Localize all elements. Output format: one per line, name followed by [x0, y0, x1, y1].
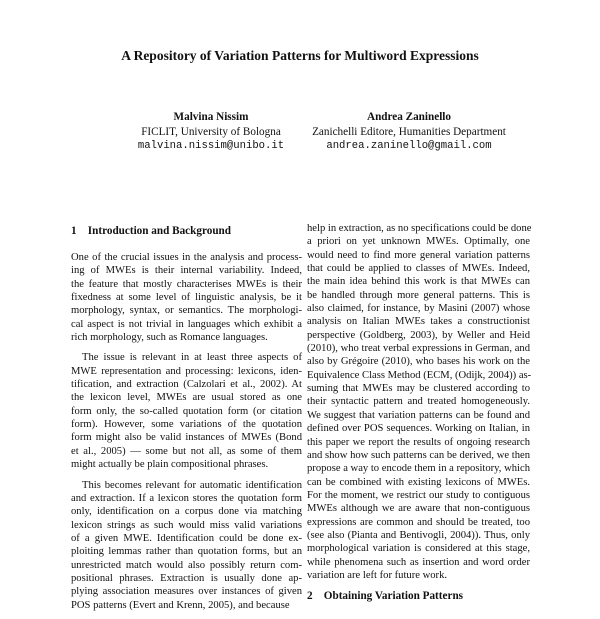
section-title: Obtaining Variation Patterns: [323, 590, 464, 602]
text-line: only, identification on a corpus done via matching: [71, 506, 302, 518]
text-line: propose a way to encode them in a repository, which: [307, 463, 530, 475]
text-line: et al., 2005) — some but not all, as some of them: [71, 445, 302, 457]
text-line: suming that MWEs may be clustered according to: [307, 383, 530, 395]
text-line: analysis on Italian MWEs takes a constructionist: [307, 316, 530, 328]
text-line: and show how such patterns can be derived, we then: [307, 449, 530, 461]
right-text-column: [307, 222, 530, 589]
author-block: [102, 110, 320, 154]
text-line: help in extraction, as no specifications could be done: [307, 223, 532, 234]
text-line: while phenomena such as insertion and word order: [307, 556, 530, 568]
text-line: form). However, some variations of the quotation: [71, 419, 302, 431]
text-line: lexicon strings as such would miss valid variations: [71, 519, 302, 531]
text-line: the lexicon level, MWEs are usual stored as one: [71, 392, 302, 404]
text-line: be handled through more general patterns. This is: [307, 289, 530, 301]
text-line: variation are left for future work.: [307, 569, 448, 581]
text-line: also claimed, for instance, by Masini (2007) whose: [307, 303, 530, 315]
text-line: might actually be plain compositional phrases.: [71, 459, 269, 471]
text-line: also by Grégoire (2010), who bases his work on the: [307, 356, 530, 368]
text-line: Equivalence Class Method (ECM, (Odijk, 2004)) as-: [307, 369, 532, 381]
text-line: expressions are common and should be treated, too: [307, 516, 530, 528]
text-line: and extraction. If a lexicon stores the quotation form: [71, 492, 302, 504]
text-line: MWEs although we are aware that non-contiguous: [307, 503, 530, 515]
paragraph: [71, 251, 302, 344]
author-affiliation: FICLIT, University of Bologna: [141, 125, 281, 138]
text-line: One of the crucial issues in the analysis and process-: [71, 252, 302, 263]
text-line: can be combined with existing lexicons of MWEs.: [307, 476, 530, 488]
text-line: tification, and extraction (Calzolari et al., 2002). At: [71, 379, 302, 391]
author-email[interactable]: malvina.nissim@unibo.it: [137, 140, 285, 152]
text-line: rich morphology, such as Romance languages.: [71, 332, 268, 344]
text-line: the feature that mostly characterises MWEs is their: [71, 278, 302, 290]
paper-title: A Repository of Variation Patterns for Multiword Expressions: [121, 48, 479, 63]
text-line: a priori on yet unknown MWEs. Optimally, one: [307, 236, 530, 248]
text-line: defined over POS sequences. Working on Italian, in: [307, 423, 530, 435]
section-heading: [307, 590, 463, 602]
text-line: morphological variation is considered at this stage,: [307, 543, 530, 555]
text-line: plying association measures over instances of given: [71, 586, 302, 598]
text-line: The issue is relevant in at least three aspects of: [82, 352, 302, 364]
section-number: 1: [71, 225, 77, 237]
text-line: morphology, syntax, or semantics. The morphologi-: [71, 305, 302, 317]
text-line: ploiting lemmas rather than quotation forms, but an: [71, 546, 302, 558]
text-line: ing of MWEs is their internal variability. Indeed,: [71, 265, 302, 277]
text-line: fixedness at some level of linguistic analysis, be it: [71, 292, 302, 304]
author-email[interactable]: andrea.zaninello@gmail.com: [326, 140, 492, 152]
text-line: of a given MWE. Identification could be done ex-: [71, 532, 302, 544]
text-line: would need to find more general variation patterns: [307, 249, 530, 261]
text-line: perspective (Goldberg, 2003), by Weller and Heid: [307, 329, 530, 341]
section-number: 2: [307, 590, 313, 602]
text-line: positional phrases. Extraction is usually done ap-: [71, 572, 302, 584]
text-line: MWE representation and processing: lexicons, iden-: [71, 365, 302, 377]
author-block: [296, 110, 522, 154]
paragraph: [307, 222, 530, 582]
text-line: (2010), who treat verbal expressions in German, and: [307, 343, 530, 355]
text-line: the main idea behind this work is that MWEs can: [307, 276, 530, 288]
author-name: Andrea Zaninello: [366, 111, 452, 123]
left-text-column: [71, 251, 302, 619]
author-affiliation: Zanichelli Editore, Humanities Department: [312, 125, 506, 138]
text-line: unrestricted match would also possibly return com-: [71, 559, 302, 571]
text-line: their syntactic pattern and treated homogeneously.: [307, 396, 530, 408]
paragraph: [71, 479, 302, 612]
text-line: We suggest that variation patterns can be found and: [307, 409, 530, 421]
section-heading: [71, 225, 231, 237]
paragraph: [71, 351, 302, 471]
text-line: (see also (Pianta and Bentivogli, 2004)). Thus, only: [307, 529, 530, 541]
text-line: POS patterns (Evert and Krenn, 2005), and because: [71, 599, 290, 611]
author-name: Malvina Nissim: [173, 111, 249, 123]
text-line: that could be applied to classes of MWEs. Indeed,: [307, 263, 530, 275]
text-line: form might also be valid instances of MWEs (Bond: [71, 432, 302, 444]
section-title: Introduction and Background: [87, 225, 231, 237]
text-line: For the moment, we restrict our study to contiguous: [307, 489, 530, 501]
text-line: cal aspect is not trivial in languages which exhibit a: [71, 318, 302, 330]
text-line: This becomes relevant for automatic identification: [82, 479, 302, 491]
text-line: form only, the so-called quotation form (or citation: [71, 405, 302, 417]
text-line: this paper we report the results of ongoing research: [307, 436, 530, 448]
